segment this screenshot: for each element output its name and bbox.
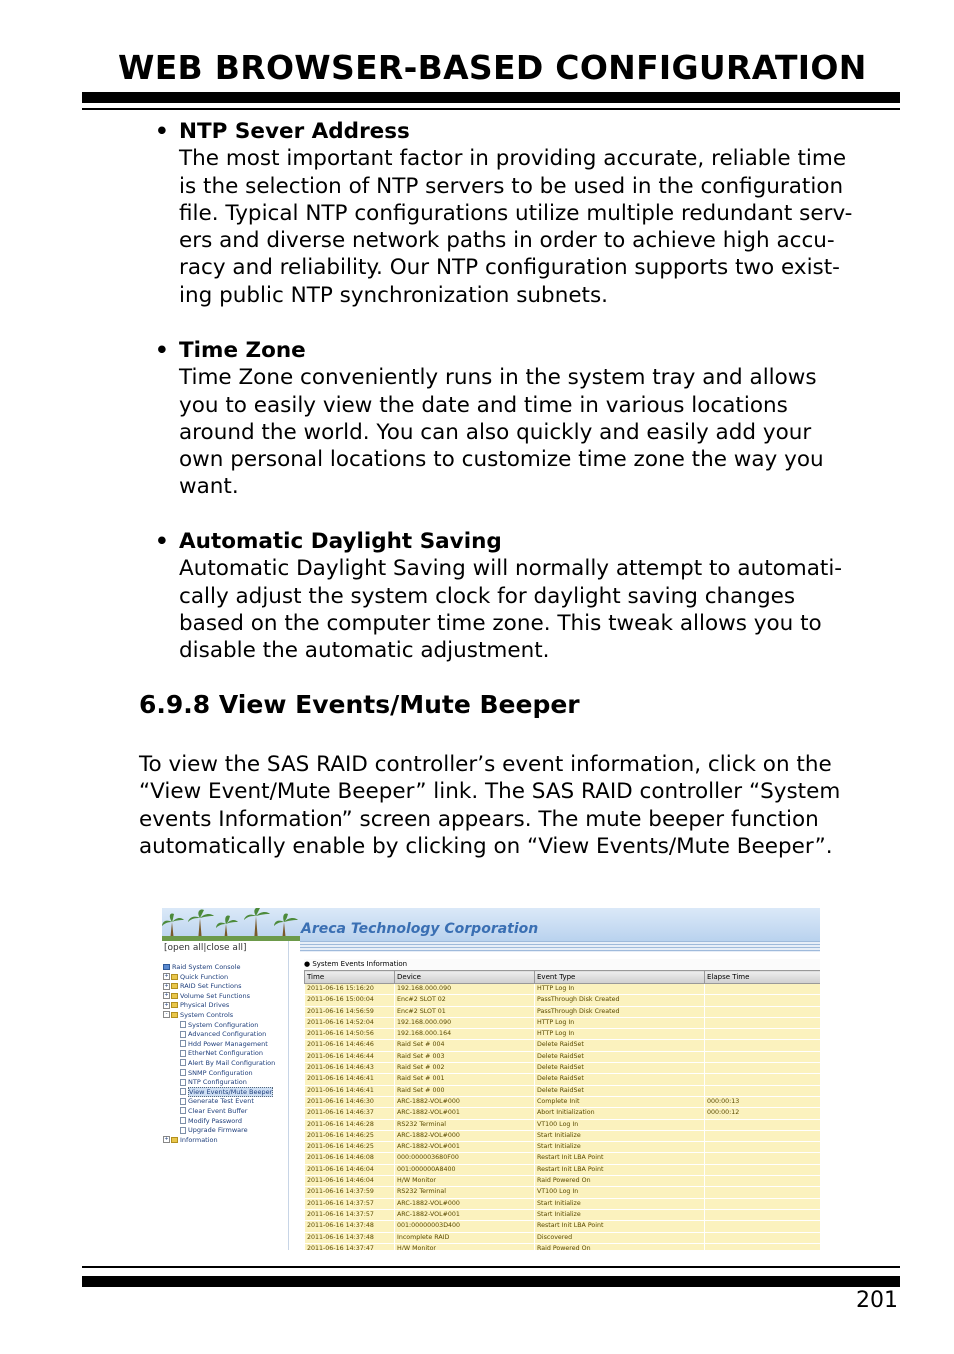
cell-event-type: VT100 Log In	[535, 1119, 705, 1130]
table-row	[305, 984, 821, 995]
cell-time: 2011-06-16 14:37:59	[305, 1187, 395, 1198]
cell-device: Enc#2 SLOT 02	[395, 995, 535, 1006]
page-icon	[180, 1069, 186, 1076]
tree-item-label: Modify Password	[188, 1116, 242, 1125]
bullet-line: want.	[179, 474, 239, 500]
cell-event-type: Start Initialize	[535, 1130, 705, 1141]
cell-device: H/W Monitor	[395, 1243, 535, 1250]
bullet-line: ing public NTP synchronization subnets.	[179, 282, 609, 308]
cell-device: ARC-1882-VOL#001	[395, 1108, 535, 1119]
cell-time: 2011-06-16 14:46:28	[305, 1119, 395, 1130]
folder-icon	[171, 1137, 178, 1143]
cell-elapse-time	[705, 1074, 821, 1085]
tree-item-label: Hdd Power Management	[188, 1039, 268, 1048]
tree-item[interactable]	[162, 1059, 288, 1069]
bullet-line: file. Typical NTP configurations utilize multiple redundant serv-	[179, 200, 853, 226]
cell-device: H/W Monitor	[395, 1176, 535, 1187]
table-row	[305, 1209, 821, 1220]
bullet-line: is the selection of NTP servers to be used in the configuration	[179, 173, 844, 199]
cell-elapse-time	[705, 1040, 821, 1051]
table-row	[305, 1221, 821, 1232]
cell-elapse-time	[705, 1153, 821, 1164]
cell-elapse-time: 000:00:12	[705, 1108, 821, 1119]
cell-time: 2011-06-16 14:46:41	[305, 1074, 395, 1085]
cell-event-type: Delete RaidSet	[535, 1063, 705, 1074]
cell-event-type: PassThrough Disk Created	[535, 995, 705, 1006]
nav-tree	[162, 963, 288, 1145]
cell-time: 2011-06-16 15:00:04	[305, 995, 395, 1006]
table-row	[305, 1164, 821, 1175]
page-icon	[180, 1088, 186, 1095]
plus-icon[interactable]: +	[164, 1136, 169, 1143]
table-row	[305, 1243, 821, 1250]
tree-item-label: NTP Configuration	[188, 1078, 247, 1087]
page-header-title: WEB BROWSER-BASED CONFIGURATION	[118, 48, 867, 87]
cell-time: 2011-06-16 14:52:04	[305, 1017, 395, 1028]
plus-icon[interactable]: +	[164, 982, 169, 989]
tree-item[interactable]	[162, 1117, 288, 1127]
column-header-elapse-time: Elapse Time	[705, 971, 821, 984]
table-row	[305, 1119, 821, 1130]
bullet-line: racy and reliability. Our NTP configuration supports two exist-	[179, 255, 840, 281]
cell-device: Incomplete RAID	[395, 1232, 535, 1243]
cell-device: 192.168.000.090	[395, 1017, 535, 1028]
plus-icon[interactable]: +	[164, 992, 169, 999]
cell-device: Raid Set # 000	[395, 1085, 535, 1096]
cell-device: Raid Set # 004	[395, 1040, 535, 1051]
cell-time: 2011-06-16 14:37:48	[305, 1221, 395, 1232]
cell-elapse-time	[705, 1187, 821, 1198]
bullet-icon: •	[155, 529, 169, 554]
cell-elapse-time	[705, 995, 821, 1006]
cell-time: 2011-06-16 14:46:46	[305, 1040, 395, 1051]
intro-line: To view the SAS RAID controller’s event information, click on the	[139, 752, 832, 777]
cell-device: Raid Set # 002	[395, 1063, 535, 1074]
cell-time: 2011-06-16 15:16:20	[305, 984, 395, 995]
folder-icon	[171, 993, 178, 999]
tree-item[interactable]	[162, 1126, 288, 1136]
folder-icon	[171, 1002, 178, 1008]
console-icon	[163, 964, 170, 970]
cell-elapse-time	[705, 1017, 821, 1028]
bullet-line: around the world. You can also quickly and easily add your	[179, 419, 812, 445]
intro-paragraph	[139, 751, 840, 860]
tree-item-label: SNMP Configuration	[188, 1068, 253, 1077]
page-icon	[180, 1107, 186, 1114]
tree-item[interactable]	[162, 1088, 288, 1098]
tree-item-label: Quick Function	[180, 972, 229, 981]
bullet-time-zone	[155, 337, 900, 501]
bullet-body	[155, 364, 900, 500]
folder-icon	[171, 1012, 178, 1018]
page-icon	[180, 1031, 186, 1038]
cell-event-type: Restart Init LBA Point	[535, 1153, 705, 1164]
cell-time: 2011-06-16 14:37:47	[305, 1243, 395, 1250]
cell-device: RS232 Terminal	[395, 1187, 535, 1198]
cell-time: 2011-06-16 14:46:41	[305, 1085, 395, 1096]
cell-time: 2011-06-16 14:37:48	[305, 1232, 395, 1243]
cell-device: RS232 Terminal	[395, 1119, 535, 1130]
cell-time: 2011-06-16 14:56:59	[305, 1006, 395, 1017]
open-close-all-link[interactable]: [open all|close all]	[164, 943, 247, 953]
table-row	[305, 1096, 821, 1107]
cell-event-type: Delete RaidSet	[535, 1085, 705, 1096]
table-row	[305, 1085, 821, 1096]
bullet-title: NTP Sever Address	[179, 119, 410, 144]
cell-time: 2011-06-16 14:46:08	[305, 1153, 395, 1164]
cell-time: 2011-06-16 14:46:44	[305, 1051, 395, 1062]
page-icon	[180, 1040, 186, 1047]
banner-stripe	[300, 941, 820, 952]
header-rule-thin	[82, 108, 900, 110]
banner-title: Areca Technology Corporation	[301, 921, 539, 937]
tree-item-label: View Events/Mute Beeper	[189, 1087, 273, 1096]
cell-device: Enc#2 SLOT 01	[395, 1006, 535, 1017]
cell-device: ARC-1882-VOL#001	[395, 1142, 535, 1153]
table-row	[305, 1040, 821, 1051]
bullet-line: disable the automatic adjustment.	[179, 638, 550, 664]
footer-rule-thin	[82, 1266, 900, 1268]
tree-item-label: Alert By Mail Configuration	[188, 1058, 276, 1067]
cell-time: 2011-06-16 14:46:04	[305, 1176, 395, 1187]
cell-event-type: Raid Powered On	[535, 1243, 705, 1250]
cell-event-type: Delete RaidSet	[535, 1051, 705, 1062]
page-icon	[180, 1127, 186, 1134]
cell-event-type: Start Initialize	[535, 1198, 705, 1209]
cell-elapse-time	[705, 1119, 821, 1130]
bullet-title: Automatic Daylight Saving	[179, 529, 502, 554]
tree-item[interactable]	[162, 1097, 288, 1107]
cell-device: 192.168.000.164	[395, 1029, 535, 1040]
cell-event-type: Raid Powered On	[535, 1176, 705, 1187]
table-row	[305, 1029, 821, 1040]
banner	[162, 908, 820, 941]
table-row	[305, 1142, 821, 1153]
table-row	[305, 1232, 821, 1243]
cell-event-type: VT100 Log In	[535, 1187, 705, 1198]
page-icon	[180, 1021, 186, 1028]
cell-event-type: Delete RaidSet	[535, 1040, 705, 1051]
table-row	[305, 1176, 821, 1187]
tree-item-label: Volume Set Functions	[180, 991, 251, 1000]
tree-item[interactable]	[162, 963, 288, 973]
cell-elapse-time	[705, 1142, 821, 1153]
cell-elapse-time: 000:00:13	[705, 1096, 821, 1107]
cell-elapse-time	[705, 1006, 821, 1017]
cell-elapse-time	[705, 1085, 821, 1096]
cell-elapse-time	[705, 1209, 821, 1220]
bullet-line: Time Zone conveniently runs in the system tray and allows	[179, 365, 817, 391]
table-row	[305, 1187, 821, 1198]
cell-event-type: Restart Init LBA Point	[535, 1221, 705, 1232]
cell-elapse-time	[705, 984, 821, 995]
tree-item[interactable]	[162, 1021, 288, 1031]
tree-item-label: Upgrade Firmware	[188, 1126, 248, 1135]
table-row	[305, 1006, 821, 1017]
tree-item-label: EtherNet Configuration	[188, 1049, 264, 1058]
plus-icon[interactable]: +	[164, 1001, 169, 1008]
tree-item[interactable]	[162, 1011, 288, 1021]
folder-icon	[171, 974, 178, 980]
table-row	[305, 1063, 821, 1074]
cell-event-type: Discovered	[535, 1232, 705, 1243]
cell-device: 001:000000A8400	[395, 1164, 535, 1175]
table-row	[305, 1130, 821, 1141]
bullet-line: you to easily view the date and time in various locations	[179, 392, 788, 418]
cell-elapse-time	[705, 1164, 821, 1175]
column-header-device: Device	[395, 971, 535, 984]
page-icon	[180, 1079, 186, 1086]
cell-event-type: PassThrough Disk Created	[535, 1006, 705, 1017]
cell-elapse-time	[705, 1063, 821, 1074]
cell-event-type: HTTP Log In	[535, 1029, 705, 1040]
tree-item-label: RAID Set Functions	[180, 982, 242, 991]
table-row	[305, 1017, 821, 1028]
cell-elapse-time	[705, 1221, 821, 1232]
bullet-line: The most important factor in providing accurate, reliable time	[179, 146, 847, 172]
cell-time: 2011-06-16 14:50:56	[305, 1029, 395, 1040]
intro-line: events Information” screen appears. The mute beeper function	[139, 806, 819, 832]
bullet-icon: •	[155, 338, 169, 363]
cell-time: 2011-06-16 14:46:37	[305, 1108, 395, 1119]
cell-device: Raid Set # 003	[395, 1051, 535, 1062]
tree-item[interactable]	[162, 1136, 288, 1146]
cell-elapse-time	[705, 1198, 821, 1209]
section-title: 6.9.8 View Events/Mute Beeper	[139, 690, 580, 719]
cell-event-type: Abort Initialization	[535, 1108, 705, 1119]
tree-item[interactable]	[162, 992, 288, 1002]
cell-elapse-time	[705, 1176, 821, 1187]
table-row	[305, 1198, 821, 1209]
cell-time: 2011-06-16 14:46:43	[305, 1063, 395, 1074]
folder-icon	[171, 983, 178, 989]
bullet-line: based on the computer time zone. This tweak allows you to	[179, 610, 822, 636]
nav-panel	[162, 941, 289, 1250]
bullet-line: cally adjust the system clock for daylight saving changes	[179, 583, 796, 609]
cell-device: 001:00000003D400	[395, 1221, 535, 1232]
tree-item-label: Raid System Console	[172, 963, 241, 971]
header-rule	[82, 92, 900, 103]
cell-time: 2011-06-16 14:46:25	[305, 1130, 395, 1141]
cell-time: 2011-06-16 14:46:25	[305, 1142, 395, 1153]
page-number: 201	[856, 1288, 898, 1313]
events-table	[304, 970, 820, 1250]
tree-item[interactable]	[162, 1030, 288, 1040]
cell-elapse-time	[705, 1051, 821, 1062]
page-icon	[180, 1117, 186, 1124]
page-icon	[180, 1098, 186, 1105]
bullet-line: Automatic Daylight Saving will normally attempt to automati-	[179, 556, 843, 582]
plus-icon[interactable]: +	[164, 973, 169, 980]
tree-item[interactable]	[162, 1001, 288, 1011]
column-header-event-type: Event Type	[535, 971, 705, 984]
minus-icon[interactable]: -	[163, 1011, 170, 1018]
palm-trees-icon	[162, 908, 300, 941]
page-icon	[180, 1059, 186, 1066]
cell-device: ARC-1882-VOL#000	[395, 1198, 535, 1209]
tree-item-label: System Configuration	[188, 1020, 259, 1029]
cell-elapse-time	[705, 1232, 821, 1243]
table-header-row	[305, 971, 821, 984]
cell-event-type: Restart Init LBA Point	[535, 1164, 705, 1175]
bullet-icon: •	[155, 119, 169, 144]
bullet-body	[155, 145, 900, 309]
events-screenshot	[162, 908, 820, 1250]
table-row	[305, 1074, 821, 1085]
cell-device: 192.168.000.090	[395, 984, 535, 995]
cell-device: Raid Set # 001	[395, 1074, 535, 1085]
tree-item-label: Physical Drives	[180, 1001, 230, 1010]
cell-event-type: Delete RaidSet	[535, 1074, 705, 1085]
footer-rule	[82, 1276, 900, 1287]
tree-item-label: Generate Test Event	[188, 1097, 254, 1106]
cell-event-type: Start Initialize	[535, 1209, 705, 1220]
tree-item[interactable]	[162, 1069, 288, 1079]
cell-event-type: HTTP Log In	[535, 984, 705, 995]
bullet-line: ers and diverse network paths in order to achieve high accu-	[179, 228, 835, 254]
page-icon	[180, 1050, 186, 1057]
panel-title: ● System Events Information	[304, 959, 820, 970]
tree-item-label: Clear Event Buffer	[188, 1106, 248, 1115]
tree-item[interactable]	[162, 973, 288, 983]
intro-line: automatically enable by clicking on “View Events/Mute Beeper”.	[139, 833, 833, 859]
bullet-line: own personal locations to customize time zone the way you	[179, 447, 824, 473]
cell-elapse-time	[705, 1130, 821, 1141]
table-row	[305, 1108, 821, 1119]
bullet-daylight-saving	[155, 528, 900, 664]
events-panel	[300, 952, 820, 1250]
cell-elapse-time	[705, 1243, 821, 1250]
intro-line: “View Event/Mute Beeper” link. The SAS RAID controller “System	[139, 779, 841, 805]
tree-item[interactable]	[162, 1107, 288, 1117]
tree-item[interactable]	[162, 1049, 288, 1059]
cell-device: ARC-1882-VOL#000	[395, 1130, 535, 1141]
cell-time: 2011-06-16 14:37:57	[305, 1198, 395, 1209]
table-row	[305, 995, 821, 1006]
cell-time: 2011-06-16 14:46:30	[305, 1096, 395, 1107]
tree-item[interactable]	[162, 982, 288, 992]
column-header-time: Time	[305, 971, 395, 984]
cell-event-type: Complete Init	[535, 1096, 705, 1107]
cell-event-type: HTTP Log In	[535, 1017, 705, 1028]
tree-item-label: Information	[180, 1135, 218, 1144]
tree-item-label: Advanced Configuration	[188, 1030, 267, 1039]
cell-device: ARC-1882-VOL#000	[395, 1096, 535, 1107]
cell-device: 000:000003680F00	[395, 1153, 535, 1164]
cell-device: ARC-1882-VOL#001	[395, 1209, 535, 1220]
tree-item-label: System Controls	[180, 1010, 234, 1019]
cell-time: 2011-06-16 14:46:04	[305, 1164, 395, 1175]
cell-event-type: Start Initialize	[535, 1142, 705, 1153]
cell-time: 2011-06-16 14:37:57	[305, 1209, 395, 1220]
bullet-body	[155, 555, 900, 664]
table-row	[305, 1153, 821, 1164]
bullet-ntp-server	[155, 118, 900, 309]
tree-item[interactable]	[162, 1040, 288, 1050]
cell-elapse-time	[705, 1029, 821, 1040]
table-row	[305, 1051, 821, 1062]
bullet-title: Time Zone	[179, 338, 306, 363]
